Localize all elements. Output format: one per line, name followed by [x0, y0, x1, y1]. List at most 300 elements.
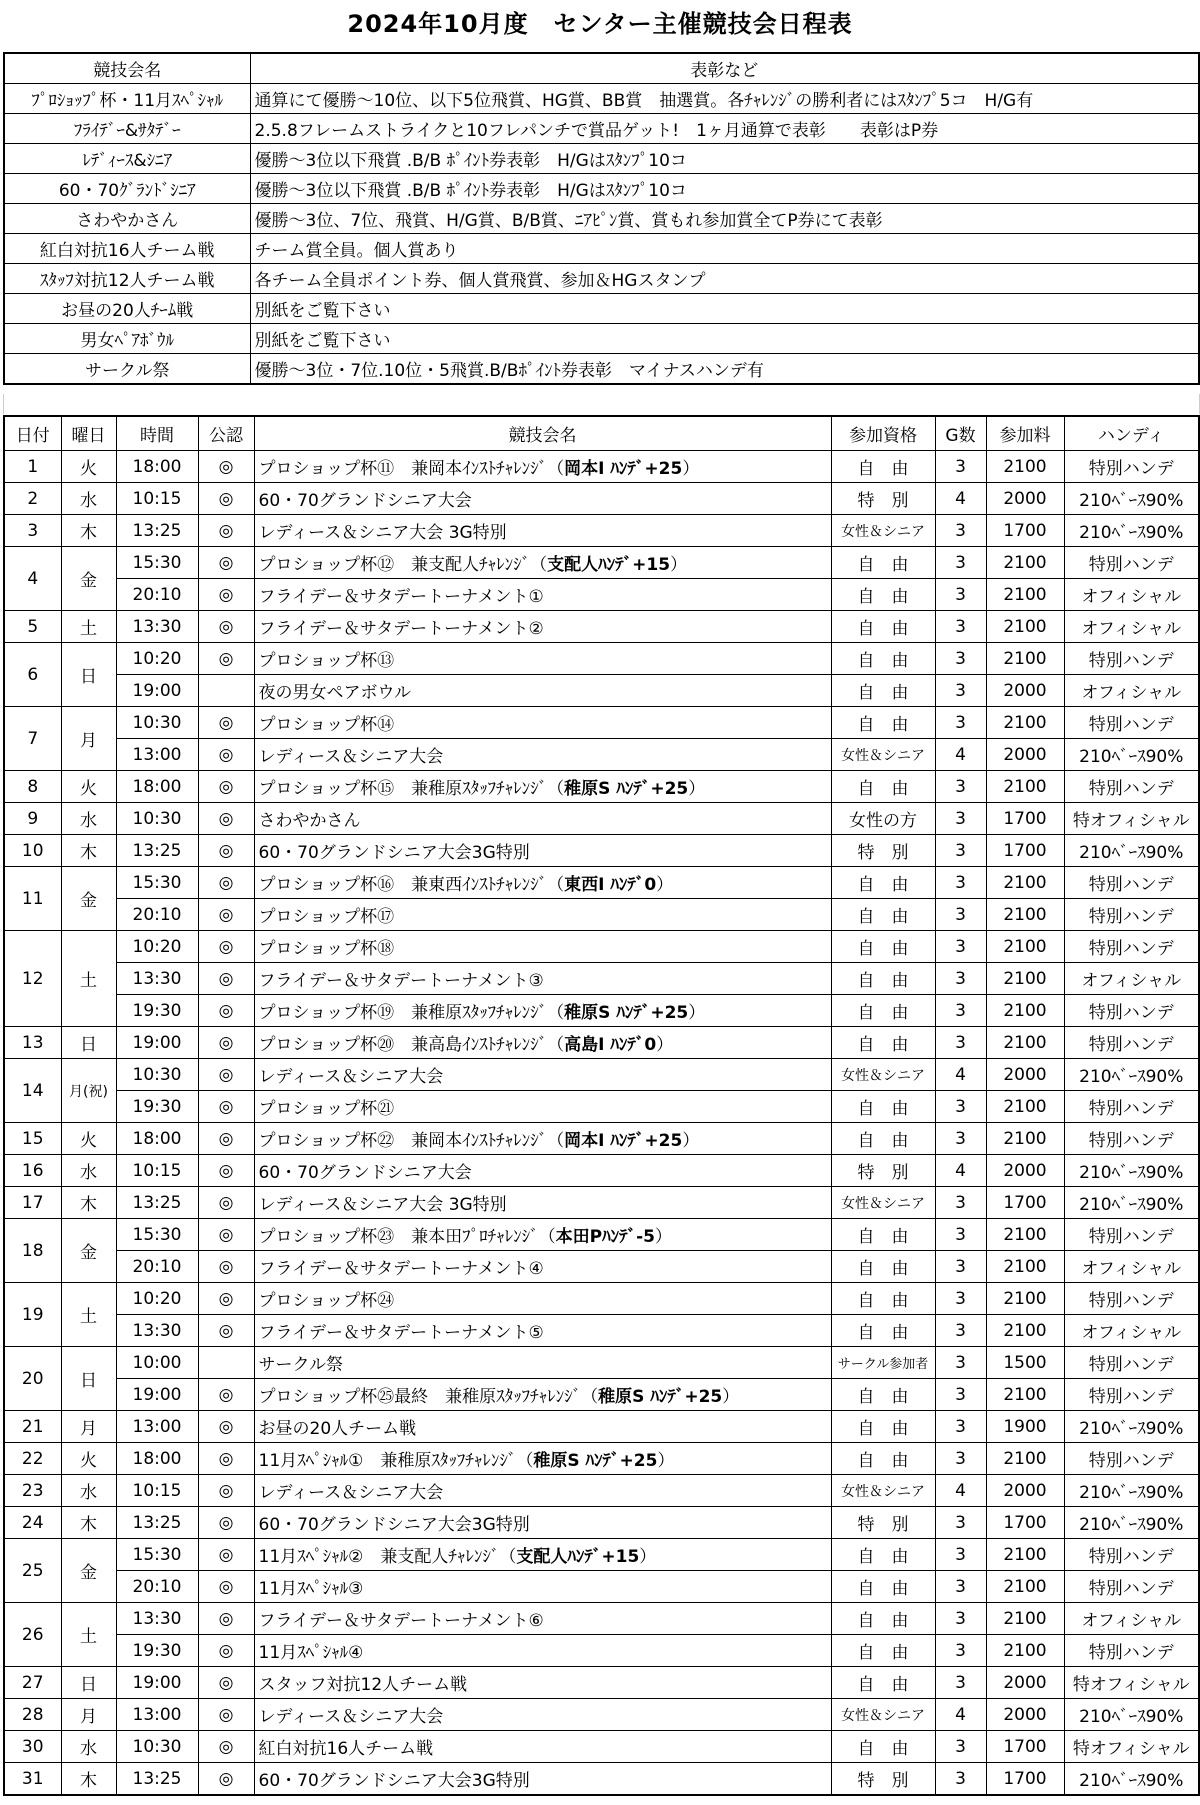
table-row: [4, 899, 1199, 931]
event-challenge-handicap: 支配人ﾊﾝﾃﾞ+15: [547, 555, 671, 575]
table-row: [4, 963, 1199, 995]
time-cell: 19:00: [116, 675, 198, 707]
event-name: レディース＆シニア大会 3G特別: [258, 523, 507, 543]
event-name-cell: [254, 739, 831, 771]
table-row: [4, 515, 1199, 547]
date-cell: 18: [4, 1219, 61, 1283]
event-challenge-handicap: 支配人ﾊﾝﾃﾞ+15: [516, 1547, 640, 1567]
table-row: [4, 547, 1199, 579]
games-cell: 4: [935, 1155, 986, 1187]
official-mark: ◎: [198, 1059, 254, 1091]
weekday-cell: 金: [61, 547, 116, 611]
weekday-cell: 水: [61, 483, 116, 515]
time-cell: 15:30: [116, 547, 198, 579]
time-cell: 13:00: [116, 1699, 198, 1731]
table-row: [4, 867, 1199, 899]
fee-cell: 2100: [986, 1379, 1064, 1411]
table-row: [4, 1475, 1199, 1507]
official-mark: ◎: [198, 835, 254, 867]
time-cell: 13:30: [116, 1603, 198, 1635]
event-name: 11月ｽﾍﾟｼｬﾙ② 兼支配人ﾁｬﾚﾝｼﾞ（: [258, 1547, 517, 1567]
time-cell: 15:30: [116, 1539, 198, 1571]
event-tail: ）: [688, 779, 706, 799]
event-tail: ）: [657, 1451, 675, 1471]
fee-cell: 1700: [986, 515, 1064, 547]
games-cell: 3: [935, 1667, 986, 1699]
fee-cell: 2100: [986, 995, 1064, 1027]
table-row: [4, 1667, 1199, 1699]
official-mark: ◎: [198, 1379, 254, 1411]
time-cell: 20:10: [116, 579, 198, 611]
event-name-cell: [254, 1347, 831, 1379]
table-row: [4, 1635, 1199, 1667]
fee-cell: 2100: [986, 1251, 1064, 1283]
games-cell: 4: [935, 1475, 986, 1507]
date-cell: 15: [4, 1123, 61, 1155]
official-mark: ◎: [198, 611, 254, 643]
fee-cell: 2100: [986, 1635, 1064, 1667]
date-cell: 17: [4, 1187, 61, 1219]
weekday-cell: 土: [61, 611, 116, 643]
official-mark: ◎: [198, 1475, 254, 1507]
award-event-name: サークル祭: [4, 354, 250, 385]
event-name-cell: [254, 1763, 831, 1796]
event-name-cell: [254, 1059, 831, 1091]
official-mark: ◎: [198, 1635, 254, 1667]
handicap-cell: 特別ハンデ: [1064, 1539, 1199, 1571]
fee-cell: 2100: [986, 579, 1064, 611]
table-row: [4, 1347, 1199, 1379]
time-cell: 18:00: [116, 771, 198, 803]
date-cell: 27: [4, 1667, 61, 1699]
handicap-cell: 特オフィシャル: [1064, 1731, 1199, 1763]
award-event-name: 紅白対抗16人チーム戦: [4, 234, 250, 264]
handicap-cell: オフィシャル: [1064, 1603, 1199, 1635]
awards-body: [4, 84, 1199, 385]
award-description: 別紙をご覧下さい: [250, 324, 1199, 354]
event-tail: ）: [656, 1035, 674, 1055]
handicap-cell: 210ﾍﾞｰｽ90%: [1064, 739, 1199, 771]
official-mark: ◎: [198, 1507, 254, 1539]
games-cell: 3: [935, 515, 986, 547]
awards-table: [3, 52, 1200, 385]
weekday-cell: 金: [61, 1539, 116, 1603]
eligibility-cell: 特 別: [831, 1507, 935, 1539]
time-cell: 10:30: [116, 803, 198, 835]
eligibility-cell: 自 由: [831, 1315, 935, 1347]
awards-row: [4, 294, 1199, 324]
eligibility-cell: 自 由: [831, 1091, 935, 1123]
official-mark: ◎: [198, 1603, 254, 1635]
games-cell: 3: [935, 1731, 986, 1763]
event-name: 60・70グランドシニア大会3G特別: [258, 1515, 530, 1535]
table-row: [4, 1219, 1199, 1251]
date-cell: 5: [4, 611, 61, 643]
award-description: 優勝～3位・7位.10位・5飛賞.B/Bﾎﾟｲﾝﾄ券表彰 マイナスハンデ有: [250, 354, 1199, 385]
table-row: [4, 1411, 1199, 1443]
fee-cell: 2000: [986, 1059, 1064, 1091]
handicap-cell: オフィシャル: [1064, 963, 1199, 995]
handicap-cell: 210ﾍﾞｰｽ90%: [1064, 1507, 1199, 1539]
award-description: 各チーム全員ポイント券、個人賞飛賞、参加＆HGスタンプ: [250, 264, 1199, 294]
eligibility-cell: 自 由: [831, 931, 935, 963]
fee-cell: 2100: [986, 1219, 1064, 1251]
date-cell: 3: [4, 515, 61, 547]
event-name: プロショップ杯㉔: [258, 1291, 395, 1311]
table-row: [4, 835, 1199, 867]
official-mark: ◎: [198, 515, 254, 547]
fee-cell: 2000: [986, 1667, 1064, 1699]
event-name-cell: [254, 835, 831, 867]
handicap-cell: 210ﾍﾞｰｽ90%: [1064, 515, 1199, 547]
handicap-cell: 特別ハンデ: [1064, 547, 1199, 579]
games-cell: 3: [935, 931, 986, 963]
event-name: レディース＆シニア大会: [258, 1067, 444, 1087]
table-row: [4, 1059, 1199, 1091]
date-cell: 31: [4, 1763, 61, 1796]
official-mark: ◎: [198, 451, 254, 483]
header-official: 公認: [198, 416, 254, 451]
event-name: プロショップ杯⑳ 兼高島ｲﾝｽﾄﾁｬﾚﾝｼﾞ（: [258, 1035, 565, 1055]
weekday-cell: 木: [61, 1763, 116, 1796]
table-row: [4, 483, 1199, 515]
handicap-cell: 210ﾍﾞｰｽ90%: [1064, 483, 1199, 515]
award-event-name: ｽﾀｯﾌ対抗12人チーム戦: [4, 264, 250, 294]
awards-row: [4, 204, 1199, 234]
handicap-cell: 210ﾍﾞｰｽ90%: [1064, 835, 1199, 867]
official-mark: [198, 1347, 254, 1379]
fee-cell: 2100: [986, 899, 1064, 931]
table-row: [4, 1091, 1199, 1123]
event-name: プロショップ杯⑮ 兼稚原ｽﾀｯﾌﾁｬﾚﾝｼﾞ（: [258, 779, 565, 799]
schedule-header-row: [4, 416, 1199, 451]
fee-cell: 2100: [986, 547, 1064, 579]
event-name: プロショップ杯⑲ 兼稚原ｽﾀｯﾌﾁｬﾚﾝｼﾞ（: [258, 1003, 565, 1023]
games-cell: 3: [935, 771, 986, 803]
eligibility-cell: 自 由: [831, 707, 935, 739]
handicap-cell: オフィシャル: [1064, 675, 1199, 707]
award-event-name: ﾚﾃﾞｨｰｽ&ｼﾆｱ: [4, 144, 250, 174]
event-tail: ）: [670, 555, 688, 575]
eligibility-cell: 自 由: [831, 547, 935, 579]
games-cell: 4: [935, 1699, 986, 1731]
weekday-cell: 木: [61, 1187, 116, 1219]
fee-cell: 2100: [986, 1123, 1064, 1155]
awards-row: [4, 114, 1199, 144]
event-name: プロショップ杯⑪ 兼岡本ｲﾝｽﾄﾁｬﾚﾝｼﾞ（: [258, 459, 565, 479]
event-name-cell: [254, 1731, 831, 1763]
handicap-cell: 特別ハンデ: [1064, 1219, 1199, 1251]
fee-cell: 2100: [986, 1571, 1064, 1603]
fee-cell: 2000: [986, 1155, 1064, 1187]
event-name-cell: [254, 1475, 831, 1507]
table-row: [4, 1187, 1199, 1219]
event-name: レディース＆シニア大会 3G特別: [258, 1195, 507, 1215]
event-tail: ）: [656, 875, 674, 895]
official-mark: ◎: [198, 867, 254, 899]
table-row: [4, 675, 1199, 707]
header-handicap: ハンディ: [1064, 416, 1199, 451]
awards-row: [4, 354, 1199, 385]
event-name-cell: [254, 1315, 831, 1347]
event-tail: ）: [682, 1131, 700, 1151]
header-eligibility: 参加資格: [831, 416, 935, 451]
date-cell: 13: [4, 1027, 61, 1059]
event-name-cell: [254, 1507, 831, 1539]
time-cell: 13:25: [116, 835, 198, 867]
time-cell: 19:30: [116, 1091, 198, 1123]
official-mark: ◎: [198, 1411, 254, 1443]
time-cell: 19:00: [116, 1667, 198, 1699]
games-cell: 3: [935, 643, 986, 675]
eligibility-cell: 自 由: [831, 1603, 935, 1635]
event-name-cell: [254, 1539, 831, 1571]
event-name: 60・70グランドシニア大会: [258, 491, 472, 511]
event-name-cell: [254, 1155, 831, 1187]
event-name: プロショップ杯㉕最終 兼稚原ｽﾀｯﾌﾁｬﾚﾝｼﾞ（: [258, 1387, 599, 1407]
handicap-cell: 210ﾍﾞｰｽ90%: [1064, 1411, 1199, 1443]
schedule-table: [3, 415, 1200, 1796]
time-cell: 18:00: [116, 1123, 198, 1155]
handicap-cell: オフィシャル: [1064, 611, 1199, 643]
date-cell: 23: [4, 1475, 61, 1507]
weekday-cell: 火: [61, 771, 116, 803]
table-row: [4, 1603, 1199, 1635]
table-row: [4, 707, 1199, 739]
time-cell: 10:30: [116, 1731, 198, 1763]
official-mark: ◎: [198, 1155, 254, 1187]
fee-cell: 1700: [986, 1507, 1064, 1539]
games-cell: 3: [935, 1635, 986, 1667]
games-cell: 3: [935, 1347, 986, 1379]
time-cell: 13:30: [116, 611, 198, 643]
handicap-cell: 特別ハンデ: [1064, 1091, 1199, 1123]
games-cell: 3: [935, 963, 986, 995]
games-cell: 3: [935, 1507, 986, 1539]
date-cell: 1: [4, 451, 61, 483]
fee-cell: 1500: [986, 1347, 1064, 1379]
games-cell: 3: [935, 1539, 986, 1571]
header-weekday: 曜日: [61, 416, 116, 451]
table-row: [4, 1379, 1199, 1411]
handicap-cell: オフィシャル: [1064, 579, 1199, 611]
official-mark: ◎: [198, 643, 254, 675]
event-name-cell: [254, 1219, 831, 1251]
official-mark: ◎: [198, 1539, 254, 1571]
date-cell: 11: [4, 867, 61, 931]
award-event-name: ﾌﾗｲﾃﾞｰ&ｻﾀﾃﾞｰ: [4, 114, 250, 144]
games-cell: 3: [935, 995, 986, 1027]
weekday-cell: 火: [61, 1443, 116, 1475]
date-cell: 9: [4, 803, 61, 835]
award-event-name: 男女ﾍﾟｱﾎﾞｳﾙ: [4, 324, 250, 354]
event-name: プロショップ杯⑫ 兼支配人ﾁｬﾚﾝｼﾞ（: [258, 555, 548, 575]
official-mark: ◎: [198, 995, 254, 1027]
time-cell: 10:15: [116, 1475, 198, 1507]
event-name: さわやかさん: [258, 811, 361, 831]
table-row: [4, 1283, 1199, 1315]
weekday-cell: 月(祝): [61, 1059, 116, 1123]
handicap-cell: 特別ハンデ: [1064, 1635, 1199, 1667]
event-name-cell: [254, 803, 831, 835]
awards-row: [4, 144, 1199, 174]
event-name-cell: [254, 1283, 831, 1315]
fee-cell: 2000: [986, 739, 1064, 771]
official-mark: ◎: [198, 1123, 254, 1155]
eligibility-cell: 自 由: [831, 771, 935, 803]
event-name-cell: [254, 1699, 831, 1731]
official-mark: ◎: [198, 1699, 254, 1731]
event-name-cell: [254, 1027, 831, 1059]
award-description: 2.5.8フレームストライクと10フレパンチで賞品ゲット! 1ヶ月通算で表彰 表彰はP券: [250, 114, 1199, 144]
fee-cell: 2100: [986, 451, 1064, 483]
event-tail: ）: [655, 1227, 673, 1247]
event-name-cell: [254, 1571, 831, 1603]
games-cell: 3: [935, 451, 986, 483]
event-name-cell: [254, 1603, 831, 1635]
event-challenge-handicap: 東西I ﾊﾝﾃﾞ0: [564, 875, 657, 895]
games-cell: 4: [935, 1059, 986, 1091]
handicap-cell: 特別ハンデ: [1064, 1347, 1199, 1379]
eligibility-cell: 特 別: [831, 835, 935, 867]
eligibility-cell: 特 別: [831, 1155, 935, 1187]
official-mark: ◎: [198, 1763, 254, 1796]
time-cell: 10:20: [116, 643, 198, 675]
event-name: 60・70グランドシニア大会: [258, 1163, 472, 1183]
award-description: 別紙をご覧下さい: [250, 294, 1199, 324]
event-name-cell: [254, 451, 831, 483]
handicap-cell: 特オフィシャル: [1064, 1667, 1199, 1699]
weekday-cell: 火: [61, 1123, 116, 1155]
table-gap: [3, 394, 1200, 414]
handicap-cell: 特別ハンデ: [1064, 1123, 1199, 1155]
fee-cell: 2100: [986, 931, 1064, 963]
event-challenge-handicap: 稚原S ﾊﾝﾃﾞ+25: [564, 1003, 689, 1023]
event-name: プロショップ杯⑯ 兼東西ｲﾝｽﾄﾁｬﾚﾝｼﾞ（: [258, 875, 565, 895]
eligibility-cell: 自 由: [831, 995, 935, 1027]
time-cell: 13:30: [116, 963, 198, 995]
table-row: [4, 579, 1199, 611]
event-name-cell: [254, 611, 831, 643]
event-name-cell: [254, 643, 831, 675]
eligibility-cell: 女性＆シニア: [831, 1699, 935, 1731]
event-name: 11月ｽﾍﾟｼｬﾙ④: [258, 1643, 364, 1663]
weekday-cell: 水: [61, 1731, 116, 1763]
event-tail: ）: [688, 1003, 706, 1023]
fee-cell: 2100: [986, 771, 1064, 803]
weekday-cell: 金: [61, 867, 116, 931]
event-name: 60・70グランドシニア大会3G特別: [258, 1771, 530, 1791]
eligibility-cell: 自 由: [831, 1571, 935, 1603]
fee-cell: 1700: [986, 835, 1064, 867]
table-row: [4, 803, 1199, 835]
official-mark: ◎: [198, 1283, 254, 1315]
weekday-cell: 日: [61, 1667, 116, 1699]
games-cell: 3: [935, 1251, 986, 1283]
handicap-cell: 210ﾍﾞｰｽ90%: [1064, 1475, 1199, 1507]
time-cell: 13:30: [116, 1315, 198, 1347]
event-name: レディース＆シニア大会: [258, 747, 444, 767]
award-event-name: お昼の20人ﾁｰﾑ戦: [4, 294, 250, 324]
event-name-cell: [254, 1091, 831, 1123]
table-row: [4, 1571, 1199, 1603]
table-row: [4, 1539, 1199, 1571]
official-mark: ◎: [198, 579, 254, 611]
fee-cell: 2100: [986, 1283, 1064, 1315]
official-mark: ◎: [198, 547, 254, 579]
event-name: 60・70グランドシニア大会3G特別: [258, 843, 530, 863]
games-cell: 3: [935, 1123, 986, 1155]
event-name-cell: [254, 899, 831, 931]
eligibility-cell: 特 別: [831, 1763, 935, 1796]
event-challenge-handicap: 高島I ﾊﾝﾃﾞ0: [564, 1035, 657, 1055]
date-cell: 8: [4, 771, 61, 803]
time-cell: 20:10: [116, 1251, 198, 1283]
event-name: 11月ｽﾍﾟｼｬﾙ③: [258, 1579, 364, 1599]
event-name-cell: [254, 771, 831, 803]
fee-cell: 1700: [986, 1731, 1064, 1763]
handicap-cell: 特別ハンデ: [1064, 707, 1199, 739]
event-name: プロショップ杯㉓ 兼本田ﾌﾟﾛﾁｬﾚﾝｼﾞ（: [258, 1227, 556, 1247]
handicap-cell: 210ﾍﾞｰｽ90%: [1064, 1699, 1199, 1731]
official-mark: [198, 675, 254, 707]
eligibility-cell: 女性＆シニア: [831, 1187, 935, 1219]
event-name: プロショップ杯⑬: [258, 651, 395, 671]
weekday-cell: 水: [61, 803, 116, 835]
event-name: プロショップ杯⑭: [258, 715, 395, 735]
table-row: [4, 1155, 1199, 1187]
event-name: フライデー＆サタデートーナメント①: [258, 587, 544, 607]
weekday-cell: 土: [61, 1283, 116, 1347]
games-cell: 3: [935, 1603, 986, 1635]
event-name-cell: [254, 867, 831, 899]
event-name-cell: [254, 675, 831, 707]
table-row: [4, 611, 1199, 643]
fee-cell: 2100: [986, 963, 1064, 995]
event-challenge-handicap: 岡本I ﾊﾝﾃﾞ+25: [564, 459, 683, 479]
official-mark: ◎: [198, 1187, 254, 1219]
time-cell: 20:10: [116, 899, 198, 931]
event-name-cell: [254, 1635, 831, 1667]
time-cell: 13:25: [116, 1187, 198, 1219]
eligibility-cell: 自 由: [831, 867, 935, 899]
handicap-cell: 特別ハンデ: [1064, 931, 1199, 963]
award-event-name: さわやかさん: [4, 204, 250, 234]
time-cell: 18:00: [116, 1443, 198, 1475]
time-cell: 19:30: [116, 995, 198, 1027]
eligibility-cell: 自 由: [831, 643, 935, 675]
event-name: レディース＆シニア大会: [258, 1483, 444, 1503]
date-cell: 20: [4, 1347, 61, 1411]
official-mark: ◎: [198, 1443, 254, 1475]
weekday-cell: 水: [61, 1155, 116, 1187]
time-cell: 19:00: [116, 1379, 198, 1411]
time-cell: 19:30: [116, 1635, 198, 1667]
weekday-cell: 日: [61, 1347, 116, 1411]
weekday-cell: 土: [61, 931, 116, 1027]
official-mark: ◎: [198, 739, 254, 771]
event-name: スタッフ対抗12人チーム戦: [258, 1675, 468, 1695]
event-challenge-handicap: 岡本I ﾊﾝﾃﾞ+25: [564, 1131, 683, 1151]
handicap-cell: 210ﾍﾞｰｽ90%: [1064, 1187, 1199, 1219]
fee-cell: 2100: [986, 1091, 1064, 1123]
awards-row: [4, 324, 1199, 354]
table-row: [4, 1027, 1199, 1059]
eligibility-cell: 自 由: [831, 1539, 935, 1571]
eligibility-cell: 自 由: [831, 1251, 935, 1283]
time-cell: 20:10: [116, 1571, 198, 1603]
date-cell: 30: [4, 1731, 61, 1763]
